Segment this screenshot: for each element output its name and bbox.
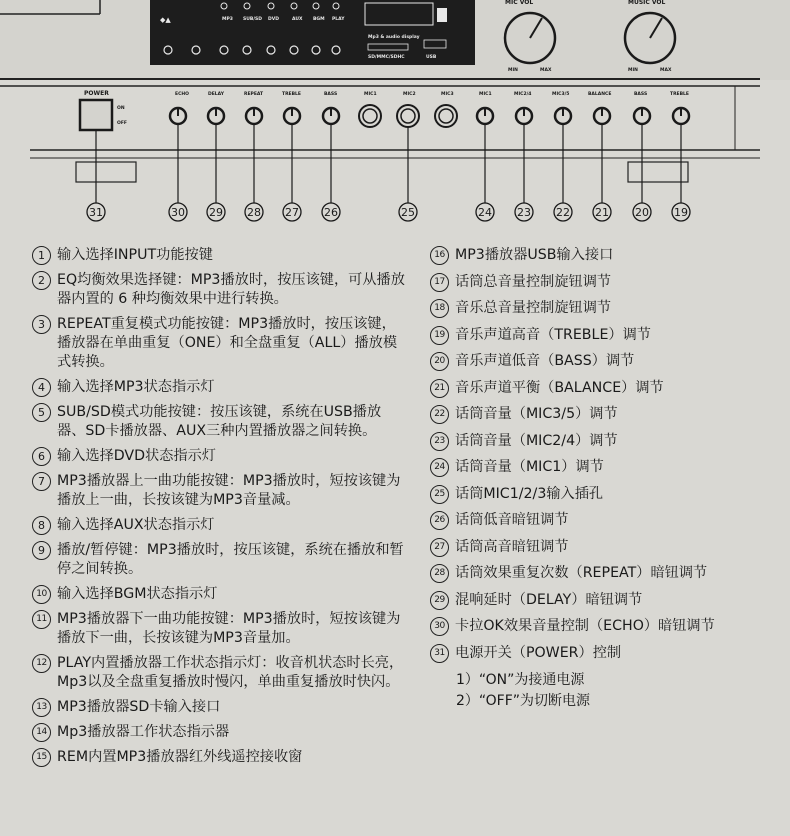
- svg-text:26: 26: [324, 206, 338, 219]
- legend-item: [32, 516, 407, 535]
- item-number: 14: [32, 723, 51, 742]
- item-number: 10: [32, 585, 51, 604]
- item-number: 5: [32, 403, 51, 422]
- item-text: 话筒音量（MIC1）调节: [455, 459, 604, 475]
- item-text: MP3播放器USB输入接口: [455, 247, 614, 263]
- power-switch[interactable]: [80, 100, 112, 130]
- echo-knob[interactable]: [170, 108, 186, 124]
- knob-label: TREBLE: [670, 92, 689, 97]
- item-text: 输入选择BGM状态指示灯: [57, 586, 218, 602]
- callout-22: [554, 203, 572, 221]
- on-label: ON: [117, 106, 125, 111]
- right-foot: [628, 162, 688, 182]
- usb-label: USB: [426, 55, 437, 60]
- legend-item: [32, 315, 407, 372]
- callout-27: [283, 203, 301, 221]
- mic-vol-label: MIC VOL: [505, 0, 534, 6]
- small-knobs: [170, 108, 339, 124]
- legend-item: [430, 538, 775, 557]
- item-number: 15: [32, 748, 51, 767]
- delay-knob[interactable]: [208, 108, 224, 124]
- item-text: 输入选择MP3状态指示灯: [57, 379, 215, 395]
- item-number: 1: [32, 246, 51, 265]
- knob-label: MIC1: [479, 92, 492, 97]
- legend-item: [430, 326, 775, 345]
- sd-label: SD/MMC/SDHC: [368, 55, 405, 60]
- mic-bass-knob[interactable]: [323, 108, 339, 124]
- knob-label: REPEAT: [244, 92, 264, 97]
- repeat-knob[interactable]: [246, 108, 262, 124]
- callout-29: [207, 203, 225, 221]
- item-text: 话筒MIC1/2/3输入插孔: [455, 485, 604, 502]
- mic1-jack[interactable]: [359, 105, 381, 127]
- callout-26: [322, 203, 340, 221]
- item-number: 8: [32, 516, 51, 535]
- music-vol-min: MIN: [628, 68, 638, 73]
- item-number: 19: [430, 326, 449, 345]
- mp3-label: MP3: [222, 17, 233, 22]
- front-panel-diagram: [0, 0, 790, 230]
- legend-item: [32, 698, 407, 717]
- item-number: 30: [430, 617, 449, 636]
- knob-label: BASS: [634, 92, 648, 97]
- legend-item: [32, 271, 407, 309]
- item-text: MP3播放器上一曲功能按键：MP3播放时，短按该键为播放上一曲，长按该键为MP3音量减。: [57, 473, 401, 508]
- legend-item: [32, 748, 407, 767]
- item-number: 23: [430, 432, 449, 451]
- knob-label: MIC3/5: [552, 92, 570, 97]
- item-number: 25: [430, 485, 449, 504]
- item-text: 音乐声道低音（BASS）调节: [455, 353, 635, 369]
- balance-knob[interactable]: [594, 108, 610, 124]
- legend-right-column: [430, 246, 775, 712]
- item-number: 6: [32, 447, 51, 466]
- brand-logo-text: ◆▲: [160, 16, 171, 24]
- power-note-off: 2）“OFF”为切断电源: [456, 693, 591, 709]
- power-note-on: 1）“ON”为接通电源: [456, 672, 585, 688]
- item-text: 话筒音量（MIC3/5）调节: [455, 406, 618, 422]
- item-text: REPEAT重复模式功能按键：MP3播放时，按压该键，播放器在单曲重复（ONE）和全盘重复（ALL）播放模式转换。: [57, 316, 398, 370]
- item-text: Mp3播放器工作状态指示器: [57, 724, 230, 740]
- item-number: 27: [430, 538, 449, 557]
- item-number: 22: [430, 405, 449, 424]
- item-number: 4: [32, 378, 51, 397]
- display-label: Mp3 & audio display: [368, 35, 420, 40]
- item-text: MP3播放器下一曲功能按键：MP3播放时，短按该键为播放下一曲，长按该键为MP3音量加。: [57, 611, 401, 646]
- legend-item: [430, 352, 775, 371]
- legend-item: [32, 585, 407, 604]
- item-text: 输入选择INPUT功能按键: [57, 247, 213, 263]
- item-number: 9: [32, 541, 51, 560]
- knob-label: DELAY: [208, 92, 224, 97]
- callout-31: [87, 203, 105, 221]
- legend-item: [430, 617, 775, 636]
- item-number: 26: [430, 511, 449, 530]
- legend-item: [32, 723, 407, 742]
- item-text: REM内置MP3播放器红外线遥控接收窗: [57, 749, 303, 765]
- item-number: 16: [430, 246, 449, 265]
- mic3-jack[interactable]: [435, 105, 457, 127]
- item-number: 29: [430, 591, 449, 610]
- mic-jacks: [359, 105, 457, 127]
- sub-sd-label: SUB/SD: [243, 17, 262, 22]
- left-foot: [76, 162, 136, 182]
- svg-text:28: 28: [247, 206, 261, 219]
- aux-label: AUX: [292, 17, 303, 22]
- item-text: 卡拉OK效果音量控制（ECHO）暗钮调节: [455, 618, 715, 634]
- legend-item: [430, 458, 775, 477]
- leader-lines: [96, 124, 681, 203]
- callout-21: [593, 203, 611, 221]
- item-number: 18: [430, 299, 449, 318]
- music-vol-max: MAX: [660, 68, 672, 73]
- legend-item: [32, 472, 407, 510]
- svg-text:27: 27: [285, 206, 299, 219]
- item-number: 28: [430, 564, 449, 583]
- item-text: 播放/暂停键：MP3播放时，按压该键，系统在播放和暂停之间转换。: [57, 542, 404, 577]
- rem-window: [437, 8, 447, 22]
- item-text: 话筒总音量控制旋钮调节: [455, 273, 612, 290]
- callout-30: [169, 203, 187, 221]
- mic2-4-volume-knob[interactable]: [516, 108, 532, 124]
- item-text: 音乐总音量控制旋钮调节: [455, 300, 612, 316]
- legend-item: [430, 246, 775, 265]
- svg-text:20: 20: [635, 206, 649, 219]
- bgm-label: BGM: [313, 17, 325, 22]
- item-text: 话筒高音暗钮调节: [455, 538, 569, 555]
- legend-item: [430, 485, 775, 504]
- legend-item: [430, 432, 775, 451]
- legend-item: [430, 511, 775, 530]
- item-text: 电源开关（POWER）控制: [455, 644, 622, 661]
- svg-text:21: 21: [595, 206, 609, 219]
- callout-23: [515, 203, 533, 221]
- knob-label: MIC2/4: [514, 92, 532, 97]
- mic-vol-max: MAX: [540, 68, 552, 73]
- item-number: 24: [430, 458, 449, 477]
- right-knobs: [477, 108, 689, 124]
- item-number: 12: [32, 654, 51, 673]
- music-bass-knob[interactable]: [634, 108, 650, 124]
- knob-label: MIC2: [403, 92, 416, 97]
- item-text: 音乐声道高音（TREBLE）调节: [455, 326, 651, 343]
- svg-text:22: 22: [556, 206, 570, 219]
- svg-text:31: 31: [89, 206, 103, 219]
- svg-text:24: 24: [478, 206, 492, 219]
- item-text: 话筒效果重复次数（REPEAT）暗钮调节: [455, 565, 708, 581]
- svg-text:30: 30: [171, 206, 185, 219]
- mic2-jack[interactable]: [397, 105, 419, 127]
- item-number: 17: [430, 273, 449, 292]
- callout-19: [672, 203, 690, 221]
- legend-item: [32, 447, 407, 466]
- item-number: 7: [32, 472, 51, 491]
- svg-text:25: 25: [401, 206, 415, 219]
- mic3-5-volume-knob[interactable]: [555, 108, 571, 124]
- knob-label: ECHO: [175, 92, 189, 97]
- item-number: 31: [430, 644, 449, 663]
- item-text: MP3播放器SD卡输入接口: [57, 699, 221, 715]
- item-text: 混响延时（DELAY）暗钮调节: [455, 591, 643, 608]
- item-text: 音乐声道平衡（BALANCE）调节: [455, 379, 664, 396]
- legend-item: [430, 299, 775, 318]
- callout-28: [245, 203, 263, 221]
- item-text: 话筒低音暗钮调节: [455, 512, 569, 528]
- knob-label: BALANCE: [588, 92, 612, 97]
- item-text: EQ均衡效果选择键：MP3播放时，按压该键，可从播放器内置的 6 种均衡效果中进行转换。: [57, 272, 405, 307]
- legend-item: [32, 541, 407, 579]
- item-number: 3: [32, 315, 51, 334]
- item-number: 21: [430, 379, 449, 398]
- callout-25: [399, 203, 417, 221]
- item-text: 话筒音量（MIC2/4）调节: [455, 432, 618, 449]
- mic-treble-knob[interactable]: [284, 108, 300, 124]
- item-number: 13: [32, 698, 51, 717]
- legend-left-column: [32, 246, 407, 773]
- knob-label: TREBLE: [282, 92, 301, 97]
- legend-item: [32, 610, 407, 648]
- knob-label: BASS: [324, 92, 338, 97]
- mic-vol-min: MIN: [508, 68, 518, 73]
- callout-20: [633, 203, 651, 221]
- item-number: 11: [32, 610, 51, 629]
- svg-text:23: 23: [517, 206, 531, 219]
- item-text: 输入选择DVD状态指示灯: [57, 448, 216, 464]
- knob-label: MIC3: [441, 92, 454, 97]
- off-label: OFF: [117, 121, 127, 126]
- legend-item: [32, 403, 407, 441]
- item-text: 输入选择AUX状态指示灯: [57, 517, 215, 533]
- legend-item: [32, 378, 407, 397]
- music-vol-label: MUSIC VOL: [628, 0, 666, 6]
- item-text: PLAY内置播放器工作状态指示灯：收音机状态时长亮，Mp3以及全盘重复播放时慢闪，单曲重复播放时快闪。: [57, 655, 404, 690]
- item-number: 20: [430, 352, 449, 371]
- legend-item: [430, 379, 775, 398]
- play-label: PLAY: [332, 17, 345, 22]
- mic1-volume-knob[interactable]: [477, 108, 493, 124]
- callouts: [87, 203, 690, 221]
- item-text: SUB/SD模式功能按键：按压该键，系统在USB播放器、SD卡播放器、AUX三种内置播放器之间转换。: [57, 404, 382, 439]
- svg-text:19: 19: [674, 206, 688, 219]
- legend-item: [430, 644, 775, 663]
- legend-item: [430, 273, 775, 292]
- power-label: POWER: [84, 90, 109, 97]
- knob-label: MIC1: [364, 92, 377, 97]
- callout-24: [476, 203, 494, 221]
- legend-item: [430, 591, 775, 610]
- legend-item: [430, 405, 775, 424]
- svg-text:29: 29: [209, 206, 223, 219]
- dvd-label: DVD: [268, 17, 279, 22]
- legend-item: [32, 246, 407, 265]
- item-number: 2: [32, 271, 51, 290]
- legend-item: [32, 654, 407, 692]
- music-treble-knob[interactable]: [673, 108, 689, 124]
- legend-item: [430, 564, 775, 583]
